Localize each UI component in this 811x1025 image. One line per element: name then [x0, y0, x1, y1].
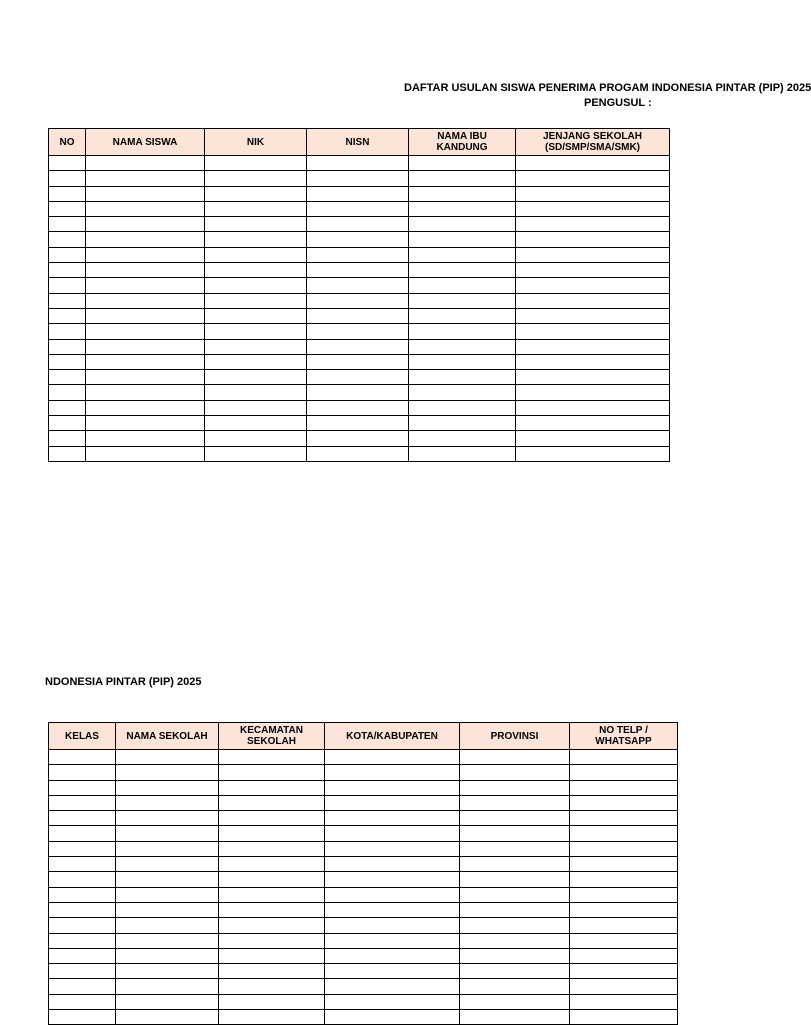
table-row: [49, 217, 670, 232]
table-cell[interactable]: [49, 339, 86, 354]
table-cell[interactable]: [325, 857, 460, 872]
table-row: [49, 765, 678, 780]
table-cell[interactable]: [116, 780, 219, 795]
table-cell[interactable]: [49, 385, 86, 400]
table-cell[interactable]: [325, 964, 460, 979]
column-header-student-name: NAMA SISWA: [86, 129, 205, 156]
table-row: [49, 933, 678, 948]
table-cell[interactable]: [516, 217, 670, 232]
table-cell[interactable]: [325, 765, 460, 780]
table-cell[interactable]: [307, 431, 409, 446]
table-cell[interactable]: [49, 308, 86, 323]
column-header-school-level: JENJANG SEKOLAH (SD/SMP/SMA/SMK): [516, 129, 670, 156]
table-row: [49, 994, 678, 1009]
table-cell[interactable]: [116, 902, 219, 917]
table-cell[interactable]: [49, 416, 86, 431]
table-cell[interactable]: [205, 354, 307, 369]
table-cell[interactable]: [409, 171, 516, 186]
table-cell[interactable]: [307, 446, 409, 461]
table-cell[interactable]: [516, 324, 670, 339]
table-cell[interactable]: [205, 217, 307, 232]
column-header-province: PROVINSI: [460, 723, 570, 750]
column-header-class: KELAS: [49, 723, 116, 750]
table-cell[interactable]: [409, 308, 516, 323]
table-cell[interactable]: [307, 217, 409, 232]
table-cell[interactable]: [325, 826, 460, 841]
table-cell[interactable]: [205, 416, 307, 431]
table-cell[interactable]: [205, 324, 307, 339]
table-cell[interactable]: [516, 278, 670, 293]
table-cell[interactable]: [570, 811, 678, 826]
table-cell[interactable]: [205, 186, 307, 201]
table-cell[interactable]: [49, 918, 116, 933]
table-cell[interactable]: [219, 750, 325, 765]
table-cell[interactable]: [460, 994, 570, 1009]
table-cell[interactable]: [49, 795, 116, 810]
table-cell[interactable]: [570, 841, 678, 856]
table-cell[interactable]: [570, 994, 678, 1009]
table-cell[interactable]: [49, 171, 86, 186]
table-cell[interactable]: [49, 400, 86, 415]
table-cell[interactable]: [516, 446, 670, 461]
table-cell[interactable]: [409, 247, 516, 262]
table-cell[interactable]: [460, 933, 570, 948]
table-cell[interactable]: [49, 156, 86, 171]
table-cell[interactable]: [49, 324, 86, 339]
table-cell[interactable]: [516, 171, 670, 186]
table-cell[interactable]: [116, 765, 219, 780]
table-cell[interactable]: [205, 293, 307, 308]
table-row: [49, 750, 678, 765]
table-row: [49, 400, 670, 415]
table-cell[interactable]: [86, 186, 205, 201]
table-cell[interactable]: [409, 217, 516, 232]
table-cell[interactable]: [570, 918, 678, 933]
table-cell[interactable]: [116, 857, 219, 872]
table-cell[interactable]: [219, 948, 325, 963]
table-cell[interactable]: [460, 857, 570, 872]
table-cell[interactable]: [49, 370, 86, 385]
table-row: [49, 446, 670, 461]
table-cell[interactable]: [570, 902, 678, 917]
table-cell[interactable]: [460, 811, 570, 826]
table-cell[interactable]: [409, 370, 516, 385]
table-cell[interactable]: [205, 171, 307, 186]
table-cell[interactable]: [49, 780, 116, 795]
table-cell[interactable]: [307, 171, 409, 186]
column-header-nik: NIK: [205, 129, 307, 156]
table-cell[interactable]: [205, 156, 307, 171]
table-cell[interactable]: [460, 841, 570, 856]
table-row: [49, 308, 670, 323]
table-cell[interactable]: [325, 902, 460, 917]
table-cell[interactable]: [325, 979, 460, 994]
school-table: [48, 722, 678, 1025]
table-cell[interactable]: [86, 385, 205, 400]
table-cell[interactable]: [460, 902, 570, 917]
table-cell[interactable]: [86, 354, 205, 369]
table-cell[interactable]: [307, 370, 409, 385]
table-cell[interactable]: [570, 948, 678, 963]
table-cell[interactable]: [460, 765, 570, 780]
table-cell[interactable]: [409, 416, 516, 431]
table-cell[interactable]: [409, 385, 516, 400]
table-cell[interactable]: [570, 872, 678, 887]
table-cell[interactable]: [219, 811, 325, 826]
table-row: [49, 918, 678, 933]
table-cell[interactable]: [307, 339, 409, 354]
table-cell[interactable]: [205, 370, 307, 385]
table-cell[interactable]: [307, 324, 409, 339]
table-cell[interactable]: [516, 308, 670, 323]
table-cell[interactable]: [307, 416, 409, 431]
table-cell[interactable]: [49, 811, 116, 826]
table-cell[interactable]: [570, 1010, 678, 1025]
table-cell[interactable]: [409, 263, 516, 278]
table-cell[interactable]: [516, 156, 670, 171]
table-cell[interactable]: [116, 918, 219, 933]
table-cell[interactable]: [205, 431, 307, 446]
table-cell[interactable]: [219, 872, 325, 887]
table-cell[interactable]: [409, 354, 516, 369]
table-cell[interactable]: [219, 933, 325, 948]
school-table-header: [49, 723, 678, 750]
table-cell[interactable]: [205, 232, 307, 247]
table-cell[interactable]: [116, 841, 219, 856]
table-cell[interactable]: [219, 780, 325, 795]
table-cell[interactable]: [409, 324, 516, 339]
proposer-label: PENGUSUL :: [584, 97, 652, 109]
table-cell[interactable]: [49, 431, 86, 446]
table-cell[interactable]: [219, 795, 325, 810]
table-cell[interactable]: [205, 278, 307, 293]
table-row: [49, 872, 678, 887]
table-cell[interactable]: [570, 979, 678, 994]
table-cell[interactable]: [86, 247, 205, 262]
table-cell[interactable]: [307, 263, 409, 278]
table-cell[interactable]: [460, 872, 570, 887]
table-row: [49, 431, 670, 446]
table-cell[interactable]: [460, 780, 570, 795]
table-cell[interactable]: [325, 948, 460, 963]
table-row: [49, 370, 670, 385]
table-cell[interactable]: [570, 857, 678, 872]
table-cell[interactable]: [516, 201, 670, 216]
table-cell[interactable]: [516, 186, 670, 201]
table-cell[interactable]: [49, 857, 116, 872]
table-cell[interactable]: [49, 293, 86, 308]
table-cell[interactable]: [116, 872, 219, 887]
table-cell[interactable]: [409, 156, 516, 171]
table-cell[interactable]: [570, 765, 678, 780]
table-cell[interactable]: [116, 1010, 219, 1025]
table-cell[interactable]: [325, 811, 460, 826]
table-cell[interactable]: [219, 918, 325, 933]
table-cell[interactable]: [307, 186, 409, 201]
table-cell[interactable]: [116, 887, 219, 902]
table-cell[interactable]: [86, 370, 205, 385]
table-cell[interactable]: [86, 278, 205, 293]
table-cell[interactable]: [86, 263, 205, 278]
table-cell[interactable]: [86, 324, 205, 339]
table-cell[interactable]: [325, 750, 460, 765]
table-row: [49, 156, 670, 171]
table-cell[interactable]: [219, 857, 325, 872]
table-cell[interactable]: [116, 964, 219, 979]
table-cell[interactable]: [219, 979, 325, 994]
table-cell[interactable]: [460, 918, 570, 933]
table-cell[interactable]: [307, 278, 409, 293]
table-cell[interactable]: [570, 826, 678, 841]
table-cell[interactable]: [86, 293, 205, 308]
table-cell[interactable]: [49, 841, 116, 856]
table-cell[interactable]: [205, 385, 307, 400]
table-row: [49, 795, 678, 810]
table-cell[interactable]: [516, 339, 670, 354]
table-cell[interactable]: [116, 811, 219, 826]
table-cell[interactable]: [516, 385, 670, 400]
column-header-school-name: NAMA SEKOLAH: [116, 723, 219, 750]
table-cell[interactable]: [86, 201, 205, 216]
table-cell[interactable]: [325, 887, 460, 902]
table-row: [49, 964, 678, 979]
table-cell[interactable]: [49, 217, 86, 232]
table-cell[interactable]: [325, 841, 460, 856]
table-cell[interactable]: [205, 339, 307, 354]
table-cell[interactable]: [49, 446, 86, 461]
table-cell[interactable]: [570, 933, 678, 948]
table-cell[interactable]: [409, 278, 516, 293]
student-table-body: [49, 156, 670, 462]
table-cell[interactable]: [516, 400, 670, 415]
table-cell[interactable]: [205, 201, 307, 216]
table-cell[interactable]: [460, 750, 570, 765]
column-header-phone-whatsapp: NO TELP / WHATSAPP: [570, 723, 678, 750]
table-cell[interactable]: [516, 431, 670, 446]
table-cell[interactable]: [307, 293, 409, 308]
table-row: [49, 263, 670, 278]
table-cell[interactable]: [86, 156, 205, 171]
table-cell[interactable]: [116, 795, 219, 810]
table-cell[interactable]: [325, 1010, 460, 1025]
table-cell[interactable]: [460, 1010, 570, 1025]
table-cell[interactable]: [49, 201, 86, 216]
table-row: [49, 857, 678, 872]
column-header-no: NO: [49, 129, 86, 156]
table-cell[interactable]: [307, 201, 409, 216]
column-header-mother-name: NAMA IBU KANDUNG: [409, 129, 516, 156]
table-row: [49, 948, 678, 963]
table-cell[interactable]: [86, 308, 205, 323]
table-row: [49, 385, 670, 400]
table-row: [49, 232, 670, 247]
table-cell[interactable]: [409, 232, 516, 247]
table-cell[interactable]: [205, 308, 307, 323]
table-cell[interactable]: [219, 902, 325, 917]
table-cell[interactable]: [570, 887, 678, 902]
table-cell[interactable]: [325, 780, 460, 795]
table-cell[interactable]: [307, 308, 409, 323]
table-cell[interactable]: [307, 400, 409, 415]
table-cell[interactable]: [205, 247, 307, 262]
table-cell[interactable]: [219, 964, 325, 979]
table-cell[interactable]: [49, 247, 86, 262]
table-cell[interactable]: [86, 416, 205, 431]
table-cell[interactable]: [116, 826, 219, 841]
table-row: [49, 841, 678, 856]
table-cell[interactable]: [86, 400, 205, 415]
table-cell[interactable]: [49, 994, 116, 1009]
table-cell[interactable]: [49, 902, 116, 917]
table-cell[interactable]: [307, 247, 409, 262]
table-cell[interactable]: [116, 979, 219, 994]
table-cell[interactable]: [49, 948, 116, 963]
table-row: [49, 780, 678, 795]
table-cell[interactable]: [307, 232, 409, 247]
table-row: [49, 826, 678, 841]
table-cell[interactable]: [460, 948, 570, 963]
table-cell[interactable]: [516, 354, 670, 369]
table-row: [49, 416, 670, 431]
table-row: [49, 247, 670, 262]
table-cell[interactable]: [409, 431, 516, 446]
table-cell[interactable]: [460, 887, 570, 902]
table-cell[interactable]: [205, 400, 307, 415]
table-row: [49, 171, 670, 186]
table-cell[interactable]: [516, 247, 670, 262]
table-row: [49, 186, 670, 201]
student-table-header: [49, 129, 670, 156]
table-cell[interactable]: [86, 339, 205, 354]
table-cell[interactable]: [516, 232, 670, 247]
table-cell[interactable]: [516, 293, 670, 308]
table-cell[interactable]: [460, 826, 570, 841]
table-cell[interactable]: [49, 232, 86, 247]
table-cell[interactable]: [570, 964, 678, 979]
table-cell[interactable]: [460, 795, 570, 810]
table-cell[interactable]: [86, 232, 205, 247]
table-cell[interactable]: [570, 780, 678, 795]
table-cell[interactable]: [116, 750, 219, 765]
table-row: [49, 324, 670, 339]
table-cell[interactable]: [205, 263, 307, 278]
table-cell[interactable]: [219, 1010, 325, 1025]
table-cell[interactable]: [116, 933, 219, 948]
column-header-nisn: NISN: [307, 129, 409, 156]
table-cell[interactable]: [49, 263, 86, 278]
table-cell[interactable]: [49, 354, 86, 369]
table-cell[interactable]: [49, 765, 116, 780]
table-cell[interactable]: [219, 994, 325, 1009]
column-header-city-regency: KOTA/KABUPATEN: [325, 723, 460, 750]
school-table-body: [49, 750, 678, 1025]
table-cell[interactable]: [49, 826, 116, 841]
table-cell[interactable]: [307, 385, 409, 400]
table-cell[interactable]: [219, 841, 325, 856]
table-cell[interactable]: [460, 964, 570, 979]
table-cell[interactable]: [86, 446, 205, 461]
table-cell[interactable]: [409, 339, 516, 354]
table-cell[interactable]: [570, 795, 678, 810]
table-cell[interactable]: [49, 1010, 116, 1025]
table-cell[interactable]: [205, 446, 307, 461]
table-cell[interactable]: [116, 994, 219, 1009]
table-cell[interactable]: [460, 979, 570, 994]
table-row: [49, 902, 678, 917]
table-cell[interactable]: [325, 795, 460, 810]
table-cell[interactable]: [516, 416, 670, 431]
table-cell[interactable]: [409, 186, 516, 201]
table-cell[interactable]: [325, 872, 460, 887]
document-title-continuation: NDONESIA PINTAR (PIP) 2025: [45, 676, 202, 688]
table-row: [49, 293, 670, 308]
table-cell[interactable]: [219, 887, 325, 902]
table-row: [49, 278, 670, 293]
table-cell[interactable]: [409, 293, 516, 308]
table-cell[interactable]: [409, 400, 516, 415]
table-cell[interactable]: [516, 370, 670, 385]
table-cell[interactable]: [86, 217, 205, 232]
table-cell[interactable]: [49, 278, 86, 293]
table-cell[interactable]: [325, 994, 460, 1009]
document-title-continuation-clip: [45, 676, 248, 689]
table-cell[interactable]: [49, 887, 116, 902]
table-cell[interactable]: [219, 826, 325, 841]
table-cell[interactable]: [570, 750, 678, 765]
table-row: [49, 1010, 678, 1025]
table-cell[interactable]: [49, 979, 116, 994]
table-cell[interactable]: [409, 446, 516, 461]
table-cell[interactable]: [49, 186, 86, 201]
table-cell[interactable]: [219, 765, 325, 780]
table-cell[interactable]: [49, 750, 116, 765]
table-cell[interactable]: [325, 918, 460, 933]
document-title: DAFTAR USULAN SISWA PENERIMA PROGAM INDONESIA PINTAR (PIP) 2025: [404, 82, 811, 94]
table-cell[interactable]: [516, 263, 670, 278]
table-cell[interactable]: [86, 431, 205, 446]
table-row: [49, 811, 678, 826]
table-row: [49, 201, 670, 216]
table-row: [49, 887, 678, 902]
table-cell[interactable]: [116, 948, 219, 963]
student-table: [48, 128, 670, 462]
table-cell[interactable]: [49, 964, 116, 979]
document-title-clip: [404, 82, 811, 96]
table-cell[interactable]: [307, 156, 409, 171]
table-cell[interactable]: [409, 201, 516, 216]
table-cell[interactable]: [307, 354, 409, 369]
table-row: [49, 339, 670, 354]
table-cell[interactable]: [49, 872, 116, 887]
table-cell[interactable]: [325, 933, 460, 948]
table-row: [49, 354, 670, 369]
table-cell[interactable]: [86, 171, 205, 186]
column-header-district: KECAMATAN SEKOLAH: [219, 723, 325, 750]
table-cell[interactable]: [49, 933, 116, 948]
table-row: [49, 979, 678, 994]
